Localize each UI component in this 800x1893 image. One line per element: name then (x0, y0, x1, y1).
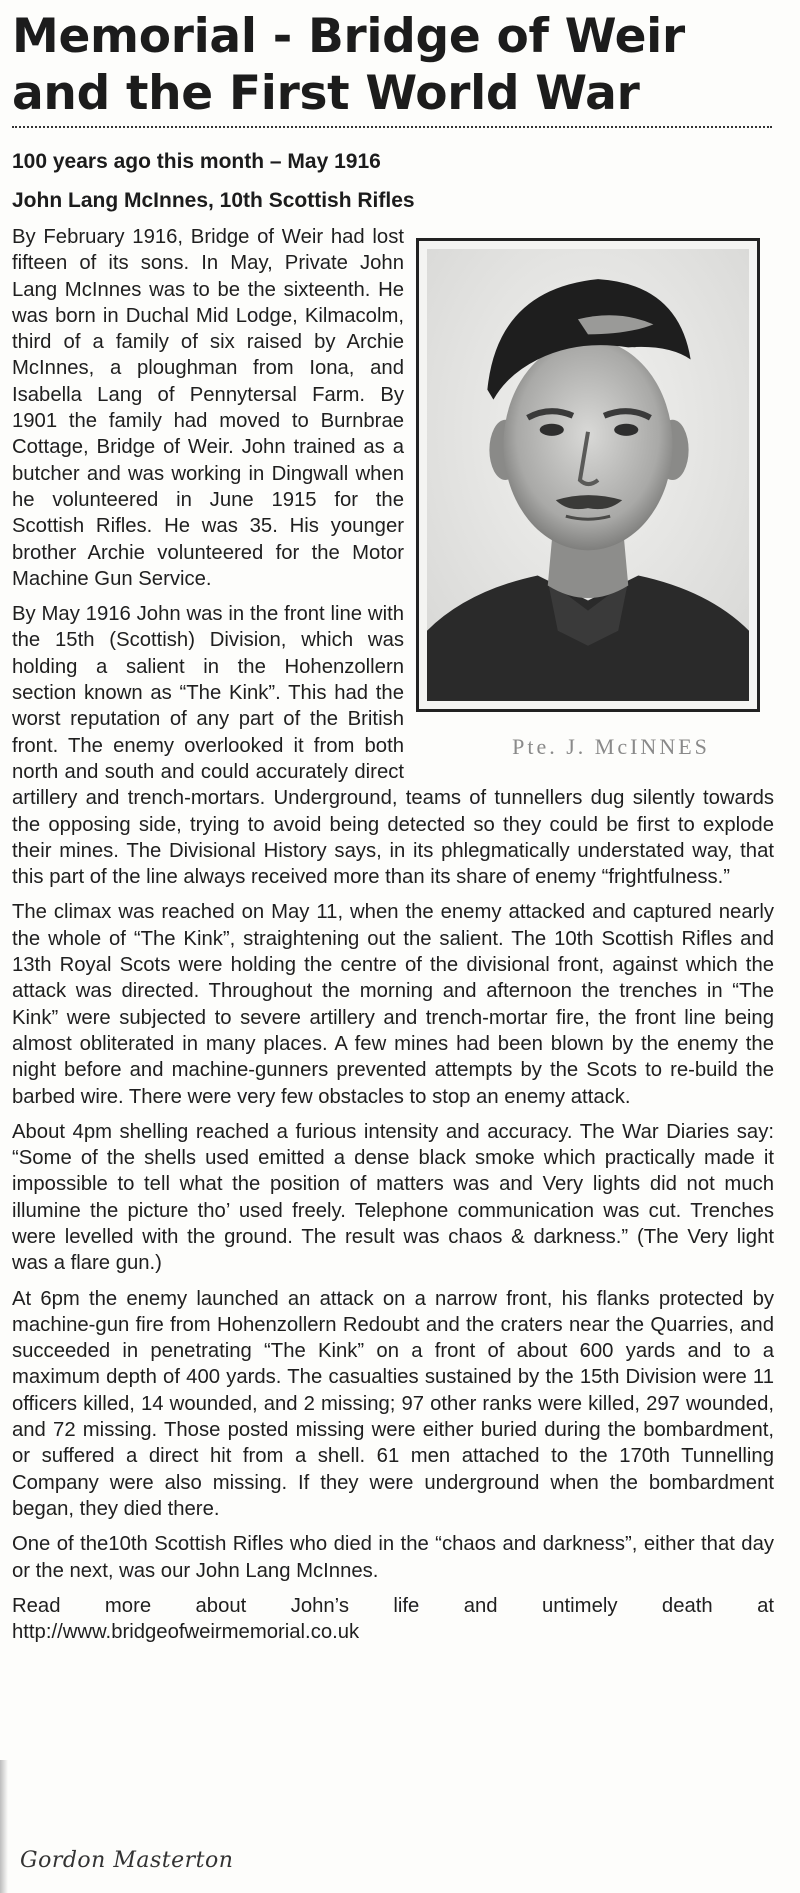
article-subject: John Lang McInnes, 10th Scottish Rifles (12, 189, 415, 212)
body-paragraph: By February 1916, Bridge of Weir had lost fifteen of its sons. In May, Private John Lang McInnes was to be the sixteenth. He was born in Duchal Mid Lodge, Kilmacolm, third of a family of six raised by Archie McInnes, a ploughman from Iona, and Isabella Lang of Pennytersal Farm. By 1901 the family had moved to Burnbrae Cottage, Bridge of Weir. John trained as a butcher and was working in Dingwall when he volunteered in June 1915 for the Scottish Rifles. He was 35. His younger brother Archie volunteered for the Motor Machine Gun Service. (12, 226, 404, 590)
body-paragraph: At 6pm the enemy launched an attack on a narrow front, his flanks protected by machine-gun fire from Hohenzollern Redoubt and the craters near the Quarries, and succeeded in penetrating “The Kink” on a front of about 600 yards and to a maximum depth of 400 yards. The casualties sustained by the 15th Division were 11 officers killed, 14 wounded, and 2 missing; 97 other ranks were killed, 297 wounded, and 72 missing. Those posted missing were either buried during the bombardment, or suffered a direct hit from a shell. 61 men attached to the 170th Tunnelling Company were also missing. If they were underground when the bombardment began, they died there. (12, 1287, 774, 1520)
article-body (12, 224, 774, 1654)
article-title: Memorial - Bridge of Weir and the First World War (12, 9, 685, 121)
body-paragraph: One of the10th Scottish Rifles who died in the “chaos and darkness”, either that day or the next, was our John Lang McInnes. (12, 1533, 774, 1582)
body-paragraph: Read more about John’s life and untimely death at http://www.bridgeofweirmemorial.co.uk (12, 1594, 774, 1644)
body-paragraph: By May 1916 John was in the front line with the 15th (Scottish) Division, which was holding a salient in the Hohenzollern section known as “The Kink”. This had the worst reputation of any part of the British front. The enemy overlooked it from both north and south and could accurately direct artillery and trench-mortars. Underground, teams of tunnellers dug silently towards the opposing side, trying to avoid being detected so they could be first to explode their mines. The Divisional History says, in its phlegmatically understated way, that this part of the line always received more than its share of enemy “frightfulness.” (12, 603, 774, 889)
scan-edge-shadow (0, 1760, 8, 1893)
dotted-divider (12, 126, 772, 128)
body-paragraph: The climax was reached on May 11, when the enemy attacked and captured nearly the whole of “The Kink”, straightening out the salient. The 10th Scottish Rifles and 13th Royal Scots were holding the centre of the divisional front, against which the attack was directed. Throughout the morning and afternoon the trenches in “The Kink” were subjected to severe artillery and trench-mortar fire, the front line being almost obliterated in many places. A few mines had been blown by the enemy the night before and machine-gunners prevented attempts by the Scots to re-build the barbed wire. There were very few obstacles to stop an enemy attack. (12, 901, 774, 1108)
portrait-caption: Pte. J. McINNES (512, 734, 710, 759)
body-paragraph: About 4pm shelling reached a furious intensity and accuracy. The War Diaries say: “Some of the shells used emitted a dense black smoke which practically made it impossible to tell what the position of matters was and Very lights did not much illumine the picture tho’ used freely. Telephone communication was cut. Trenches were levelled with the ground. The result was chaos & darkness.” (The Very light was a flare gun.) (12, 1120, 774, 1275)
article-subheading: 100 years ago this month – May 1916 (12, 150, 381, 173)
author-signature: Gordon Masterton (20, 1848, 234, 1873)
